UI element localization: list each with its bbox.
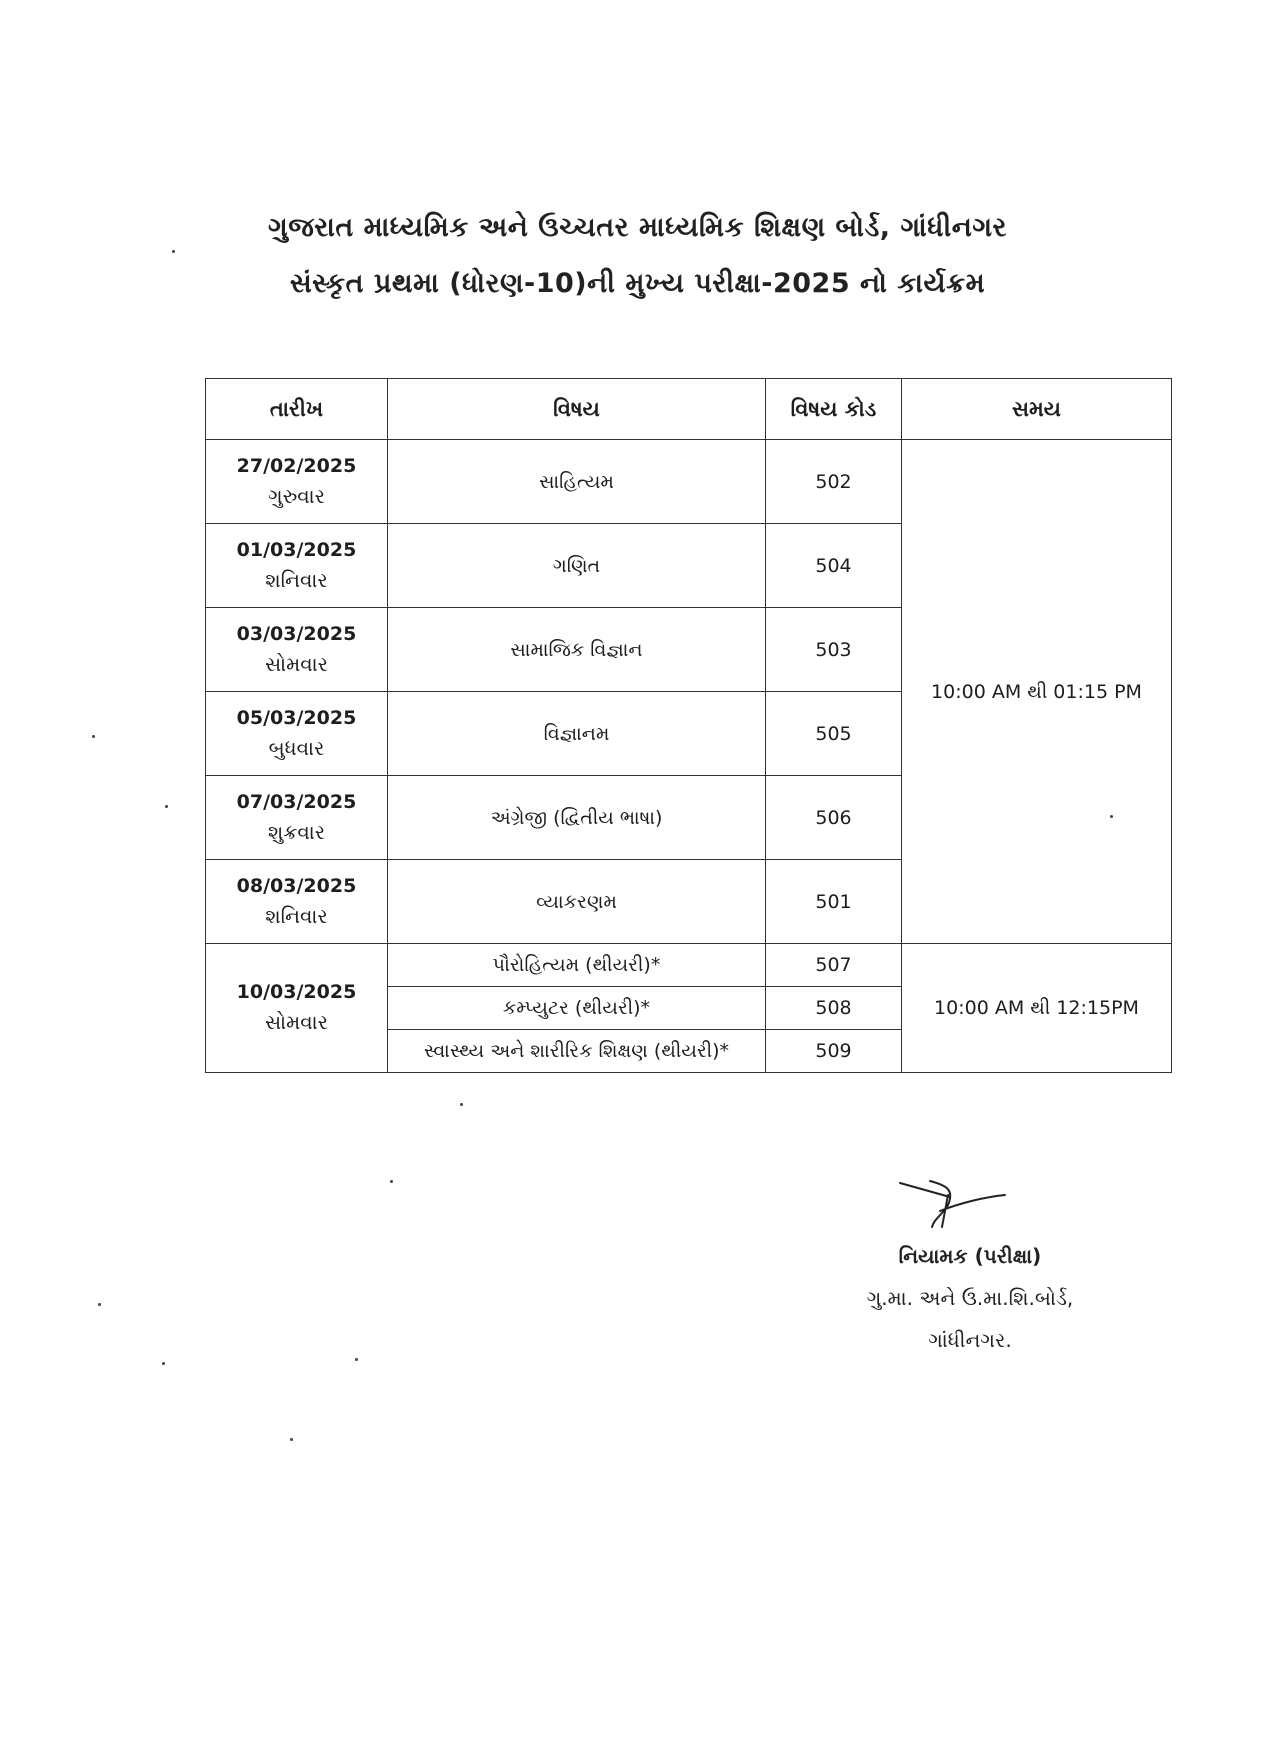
scan-speck (460, 1103, 463, 1106)
scan-speck (290, 1438, 293, 1441)
exam-day: ગુરુવાર (268, 483, 325, 508)
exam-day: સોમવાર (264, 651, 329, 676)
subject-code-cell: 509 (766, 1030, 902, 1073)
scan-speck (165, 805, 168, 808)
subject-code-cell: 505 (766, 692, 902, 776)
subject-cell: સાહિત્યમ (388, 440, 766, 524)
header-time: સમય (902, 379, 1172, 440)
subject-code-cell: 502 (766, 440, 902, 524)
signatory-title: નિયામક (પરીક્ષા) (898, 1244, 1042, 1268)
exam-date: 05/03/2025 (236, 706, 357, 729)
subject-code-cell: 501 (766, 860, 902, 944)
subject-cell: અંગ્રેજી (દ્વિતીય ભાષા) (388, 776, 766, 860)
date-cell (206, 776, 388, 860)
signature-block (820, 1175, 1120, 1361)
signatory-board: ગુ.મા. અને ઉ.મા.શિ.બોર્ડ, (866, 1286, 1074, 1310)
subject-cell: વ્યાકરણમ (388, 860, 766, 944)
time-cell: 10:00 AM થી 01:15 PM (902, 440, 1172, 944)
exam-day: શનિવાર (265, 567, 328, 592)
subject-cell: વિજ્ઞાનમ (388, 692, 766, 776)
date-cell (206, 440, 388, 524)
scan-speck (162, 1362, 165, 1365)
exam-date: 07/03/2025 (236, 790, 357, 813)
exam-schedule-title: સંસ્કૃત પ્રથમા (ધોરણ-10)ની મુખ્ય પરીક્ષા-2025 નો કાર્યક્રમ (289, 268, 986, 299)
signature-scribble (890, 1175, 1010, 1235)
scan-speck (1110, 815, 1113, 818)
scan-speck (98, 1303, 101, 1306)
header-subject: વિષય (388, 379, 766, 440)
date-cell (206, 860, 388, 944)
scan-speck (172, 250, 175, 253)
subject-cell: સ્વાસ્થ્ય અને શારીરિક શિક્ષણ (થીયરી)* (388, 1030, 766, 1073)
subject-code-cell: 507 (766, 944, 902, 987)
scan-speck (355, 1358, 358, 1361)
date-cell (206, 608, 388, 692)
subject-code-cell: 508 (766, 987, 902, 1030)
table-header-row (206, 379, 1172, 440)
exam-day: શનિવાર (265, 903, 328, 928)
header-date: તારીખ (206, 379, 388, 440)
table-row (206, 944, 1172, 987)
exam-date: 10/03/2025 (236, 981, 357, 1003)
scan-speck (390, 1180, 393, 1183)
date-cell (206, 524, 388, 608)
scan-speck (92, 735, 95, 738)
table-row (206, 440, 1172, 524)
subject-cell: સામાજિક વિજ્ઞાન (388, 608, 766, 692)
exam-schedule-table (205, 378, 1172, 1073)
subject-code-cell: 506 (766, 776, 902, 860)
date-cell (206, 692, 388, 776)
time-cell: 10:00 AM થી 12:15PM (902, 944, 1172, 1073)
header-code: વિષય કોડ (766, 379, 902, 440)
exam-day: સોમવાર (264, 1010, 329, 1034)
subject-code-cell: 504 (766, 524, 902, 608)
subject-code-cell: 503 (766, 608, 902, 692)
signatory-city: ગાંધીનગર. (928, 1328, 1012, 1352)
exam-day: બુધવાર (268, 735, 325, 760)
subject-cell: પૌરોહિત્યમ (થીયરી)* (388, 944, 766, 987)
exam-day: શુક્રવાર (267, 819, 326, 844)
exam-date: 08/03/2025 (236, 874, 357, 897)
subject-cell: ગણિત (388, 524, 766, 608)
exam-date: 01/03/2025 (236, 538, 357, 561)
exam-date: 03/03/2025 (236, 622, 357, 645)
exam-date: 27/02/2025 (236, 454, 357, 477)
subject-cell: કમ્પ્યુટર (થીયરી)* (388, 987, 766, 1030)
board-title: ગુજરાત માધ્યમિક અને ઉચ્ચતર માધ્યમિક શિક્ષણ બોર્ડ, ગાંધીનગર (268, 212, 1007, 243)
date-cell (206, 944, 388, 1073)
